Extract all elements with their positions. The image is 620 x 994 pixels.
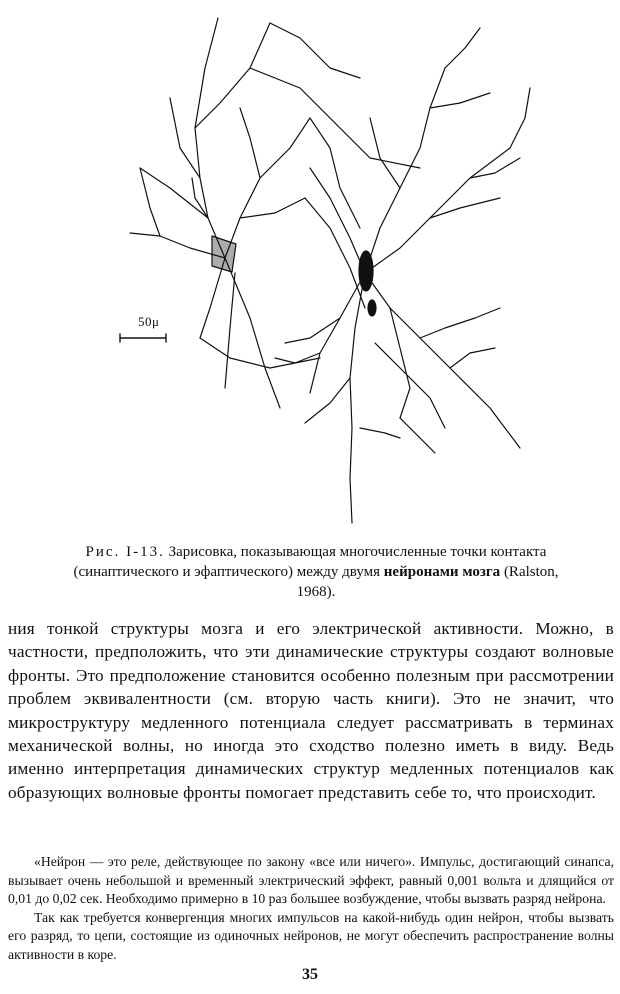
caption-figure-number: Рис. I-13.: [85, 544, 165, 560]
neuron-illustration: [100, 8, 540, 533]
body-paragraph: ния тонкой структуры мозга и его электрической активности. Можно, в частности, предположить, что эти динамические структуры создают волновые фронты. Это предположение становится особенно полезным при рассмотрении проблем эквивалентности (см. вторую часть книги). Это не значит, что микроструктуру медленного потенциала следует рассматривать в терминах механической волны, но иногда это сходство полезно иметь в виду. Ведь именно интерпретация динамических структур медленных потенциалов как образующих волновые фронты помогает представить себе то, что происходит.: [8, 619, 614, 802]
quote-paragraph-2: Так как требуется конвергенция многих импульсов на какой-нибудь один нейрон, чтобы вызвать его разряд, то цепи, состоящие из одиночных нейронов, не могут обеспечить распространение волны активности в коре.: [8, 909, 614, 962]
main-text: [8, 617, 614, 804]
neuron-drawing: [100, 8, 540, 533]
scale-bar-label: 50μ: [138, 314, 160, 329]
caption-text-2: (Ralston, 1968).: [296, 564, 559, 600]
figure-caption: [56, 542, 576, 602]
quotation-block: [8, 853, 614, 964]
caption-bold-text: нейронами мозга: [383, 564, 501, 580]
page-number: 35: [302, 966, 318, 983]
caption-text-1: Зарисовка, показывающая многочисленные точки контакта (синаптического и эфаптического) между двумя: [73, 544, 547, 580]
quote-paragraph-1: «Нейрон — это реле, действующее по закону «все или ничего». Импульс, достигающий синапса, вызывает очень небольшой и временный электрический эффект, равный 0,001 вольта и длящийся от 0,01 до 0,02 сек. Необходимо примерно в 10 раз большее возбуждение, чтобы вызвать разряд нейрона.: [8, 854, 614, 906]
